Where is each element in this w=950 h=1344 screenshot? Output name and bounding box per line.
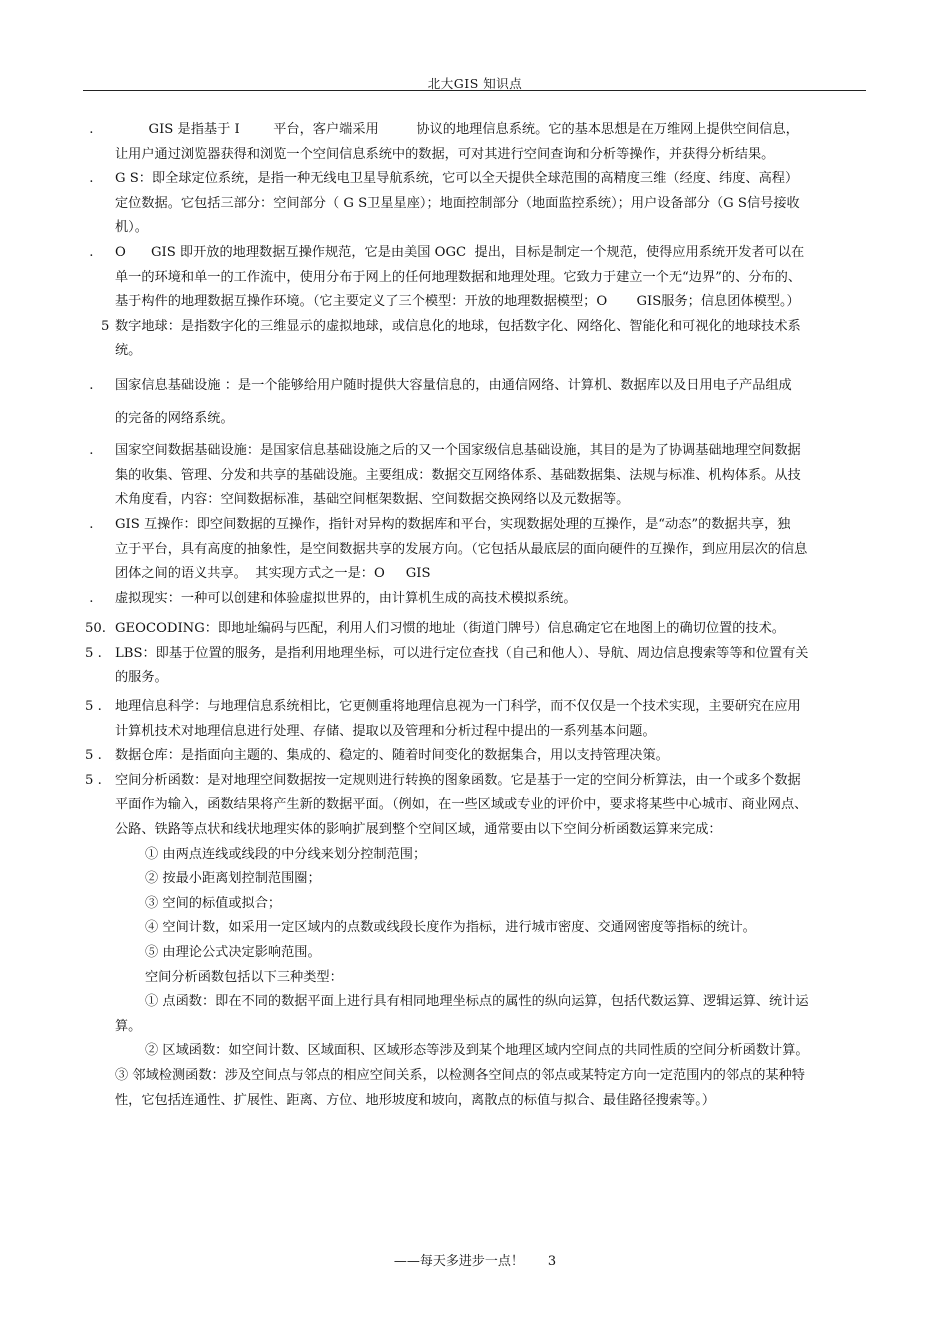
item-line: 虚拟现实：一种可以创建和体验虚拟世界的，由计算机生成的高技术模拟系统。 <box>115 590 577 606</box>
item-line: 的服务。 <box>115 670 168 686</box>
list-item <box>85 241 867 315</box>
item-number: . <box>85 590 94 606</box>
item-line: 的完备的网络系统。 <box>115 410 234 426</box>
type-neighborhood-function <box>85 1064 867 1113</box>
item-number: . <box>85 443 94 459</box>
item-line: O GIS 即开放的地理数据互操作规范，它是由美国 OGC 提出，目标是制定一个规范，使得应用系统开发者可以在 <box>115 244 805 260</box>
item-line: G S：即全球定位系统，是指一种无线电卫星导航系统，它可以全天提供全球范围的高精度三维（经度、纬度、高程） <box>115 171 799 187</box>
type-line: ③ 邻域检测函数：涉及空间点与邻点的相应空间关系，以检测各空间点的邻点或某特定方向一定范围内的邻点的某种特 <box>115 1067 805 1083</box>
item-line: GIS 是指基于 I 平台，客户端采用 协议的地理信息系统。它的基本思想是在万维网上提供空间信息， <box>115 122 799 137</box>
item-line: 立于平台，具有高度的抽象性，是空间数据共享的发展方向。（它包括从最底层的面向硬件的互操作，到应用层次的信息 <box>115 541 808 557</box>
page-number: 3 <box>547 1254 557 1269</box>
list-item <box>85 695 867 744</box>
item-line: GIS 互操作：即空间数据的互操作，指针对异构的数据库和平台，实现数据处理的互操作，是“动态”的数据共享，独 <box>115 516 791 532</box>
item-line: 数据仓库：是指面向主题的、集成的、稳定的、随着时间变化的数据集合，用以支持管理决策。 <box>115 748 669 764</box>
item-number: 5 . <box>85 699 102 715</box>
method-item: ④ 空间计数，如采用一定区域内的点数或线段长度作为指标，进行城市密度、交通网密度等指标的统计。 <box>145 920 756 936</box>
item-line: 团体之间的语义共享。 其实现方式之一是：O GIS <box>115 566 431 582</box>
type-line: ① 点函数：即在不同的数据平面上进行具有相同地理坐标点的属性的纵向运算，包括代数运算、逻辑运算、统计运 <box>145 994 809 1010</box>
item-line: 定位数据。它包括三部分：空间部分（ G S卫星星座）；地面控制部分（地面监控系统）；用户设备部分（G S信号接收 <box>115 195 800 211</box>
item-number: . <box>85 377 94 393</box>
item-line: GEOCODING：即地址编码与匹配，利用人们习惯的地址（街道门牌号）信息确定它在地图上的确切位置的技术。 <box>115 621 785 637</box>
item-line: 公路、铁路等点状和线状地理实体的影响扩展到整个空间区域，通常要由以下空间分析函数运算来完成： <box>115 822 722 838</box>
item-line: 让用户通过浏览器获得和浏览一个空间信息系统中的数据，可对其进行空间查询和分析等操作，并获得分析结果。 <box>115 146 775 162</box>
item-line: LBS：即基于位置的服务，是指利用地理坐标，可以进行定位查找（自己和他人）、导航、周边信息搜索等等和位置有关 <box>115 645 809 661</box>
item-number: 5 . <box>85 772 102 788</box>
item-line: 基于构件的地理数据互操作环境。（它主要定义了三个模型：开放的地理数据模型；O GIS服务；信息团体模型。） <box>115 294 800 310</box>
list-item <box>85 513 867 587</box>
item-line: 单一的环境和单一的工作流中，使用分布于网上的任何地理数据和地理处理。它致力于建立一个无“边界”的、分布的、 <box>115 269 802 285</box>
page-header-title: 北大GIS 知识点 <box>427 76 523 91</box>
item-line: 机）。 <box>115 220 148 236</box>
document-body <box>85 118 867 1113</box>
list-item <box>85 167 867 241</box>
item-line: 地理信息科学：与地理信息系统相比，它更侧重将地理信息视为一门科学，而不仅仅是一个技术实现，主要研究在应用 <box>115 699 801 715</box>
item-line: 术角度看，内容：空间数据标准，基础空间框架数据、空间数据交换网络以及元数据等。 <box>115 492 630 508</box>
list-item <box>85 642 867 691</box>
item-line: 统。 <box>115 343 142 359</box>
item-number: . <box>85 171 94 187</box>
item-line: 国家信息基础设施 ：是一个能够给用户随时提供大容量信息的，由通信网络、计算机、数据库以及日用电子产品组成 <box>115 377 792 393</box>
list-item <box>85 769 867 843</box>
item-number: 5 . <box>85 748 102 764</box>
item-number: 5 . <box>85 645 102 661</box>
item-line: 平面作为输入，函数结果将产生新的数据平面。（例如，在一些区域或专业的评价中，要求将某些中心城市、商业网点、 <box>115 797 808 813</box>
list-item <box>85 617 867 642</box>
type-point-function <box>85 990 867 1039</box>
item-line: 空间分析函数：是对地理空间数据按一定规则进行转换的图象函数。它是基于一定的空间分析算法，由一个或多个数据 <box>115 772 801 788</box>
method-item: ⑤ 由理论公式决定影响范围。 <box>145 945 321 960</box>
list-item <box>85 315 867 364</box>
item-number: 50. <box>85 621 106 637</box>
page-footer <box>0 1250 950 1269</box>
type-region-function: ② 区域函数：如空间计数、区域面积、区域形态等涉及到某个地理区域内空间点的共同性质的空间分析函数计算。 <box>145 1043 809 1059</box>
method-item: ① 由两点连线或线段的中分线来划分控制范围； <box>145 846 427 862</box>
footer-slogan: ——每天多进步一点！ <box>393 1254 524 1269</box>
item-line: 数字地球：是指数字化的三维显示的虚拟地球，或信息化的地球，包括数字化、网络化、智能化和可视化的地球技术系 <box>115 318 801 334</box>
methods-list <box>85 843 867 991</box>
types-heading: 空间分析函数包括以下三种类型： <box>145 969 343 985</box>
item-line: 集的收集、管理、分发和共享的基础设施。主要组成：数据交互网络体系、基础数据集、法规与标准、机构体系。从技 <box>115 467 801 483</box>
method-item: ② 按最小距离划控制范围圈； <box>145 871 321 887</box>
list-item <box>85 374 867 431</box>
list-item <box>85 744 867 769</box>
list-item <box>85 439 867 513</box>
item-number: 5 <box>101 318 110 334</box>
item-line: 国家空间数据基础设施：是国家信息基础设施之后的又一个国家级信息基础设施，其目的是为了协调基础地理空间数据 <box>115 443 801 459</box>
list-item <box>85 587 867 612</box>
item-number: . <box>85 516 94 532</box>
list-item <box>85 118 867 167</box>
item-line: 计算机技术对地理信息进行处理、存储、提取以及管理和分析过程中提出的一系列基本问题。 <box>115 723 656 739</box>
method-item: ③ 空间的标值或拟合； <box>145 895 282 911</box>
item-number: . <box>85 244 94 260</box>
type-line: 算。 <box>115 1018 142 1034</box>
header-rule <box>83 90 866 91</box>
item-number: . <box>85 122 94 137</box>
type-line: 性，它包括连通性、扩展性、距离、方位、地形坡度和坡向，离散点的标值与拟合、最佳路径搜索等。） <box>115 1092 716 1108</box>
